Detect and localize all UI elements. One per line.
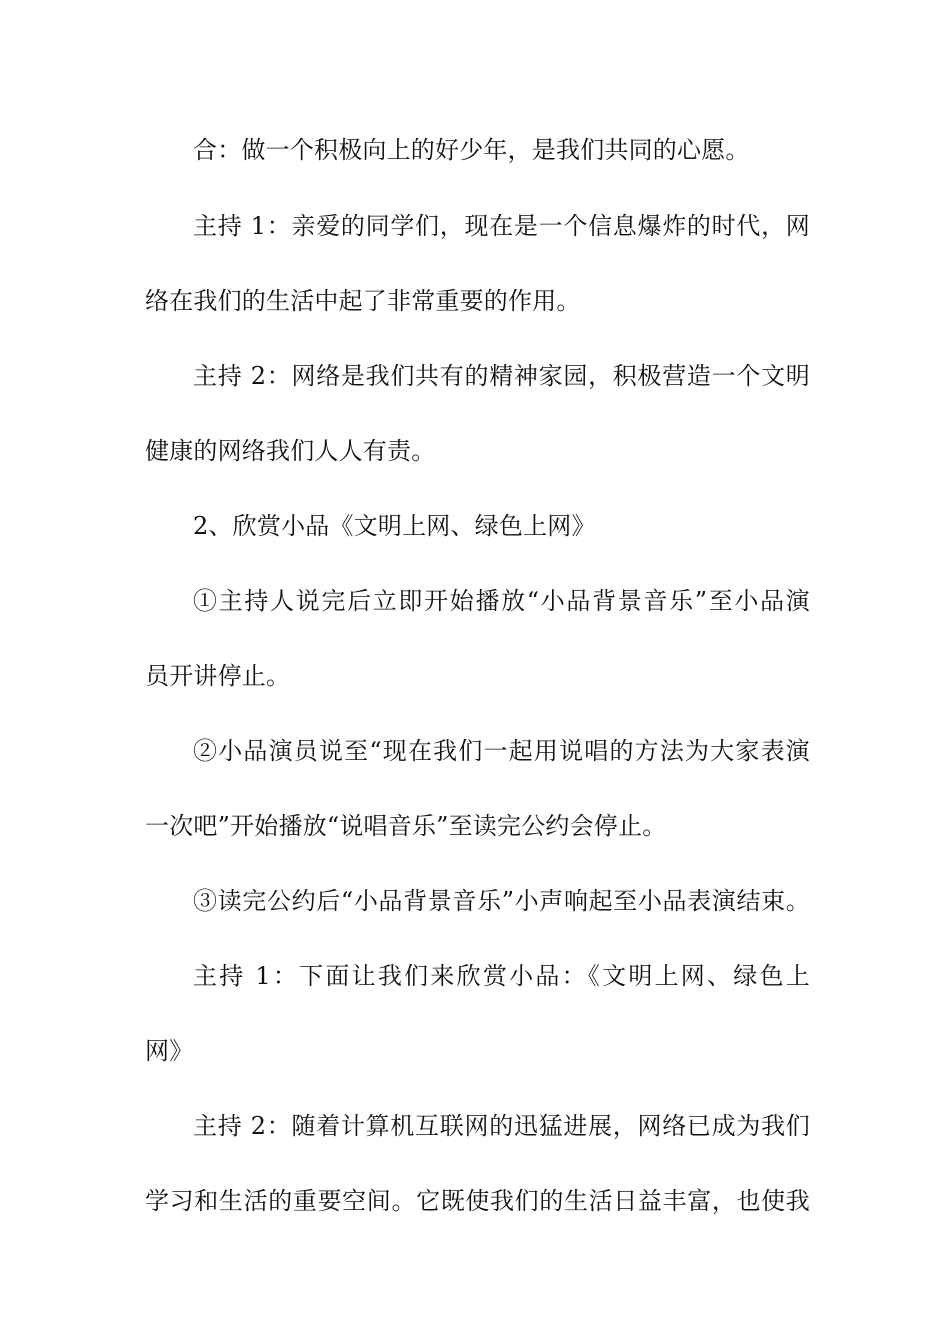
paragraph-line: 主持 1：下面让我们来欣赏小品：《文明上网、绿色上 [193,962,810,990]
paragraph-line: 主持 1：亲爱的同学们，现在是一个信息爆炸的时代，网 [193,212,810,240]
paragraph-line: 主持 2：网络是我们共有的精神家园，积极营造一个文明 [193,362,810,390]
paragraph-line: ①主持人说完后立即开始播放“小品背景音乐”至小品演 [193,587,810,615]
paragraph-line: 健康的网络我们人人有责。 [145,437,436,465]
paragraph-line: 网》 [145,1037,194,1065]
section-heading: 2、欣赏小品《文明上网、绿色上网》 [193,512,596,540]
paragraph-line: 主持 2：随着计算机互联网的迅猛进展，网络已成为我们 [193,1112,810,1140]
paragraph-line: 合：做一个积极向上的好少年，是我们共同的心愿。 [193,136,750,164]
paragraph-line: ②小品演员说至“现在我们一起用说唱的方法为大家表演 [193,737,810,765]
paragraph-line: 员开讲停止。 [145,662,291,690]
paragraph-line: 一次吧”开始播放“说唱音乐”至读完公约会停止。 [145,812,667,840]
paragraph-line: 学习和生活的重要空间。它既使我们的生活日益丰富，也使我 [145,1187,810,1215]
paragraph-line: ③读完公约后“小品背景音乐”小声响起至小品表演结束。 [193,887,810,915]
paragraph-line: 络在我们的生活中起了非常重要的作用。 [145,287,581,315]
